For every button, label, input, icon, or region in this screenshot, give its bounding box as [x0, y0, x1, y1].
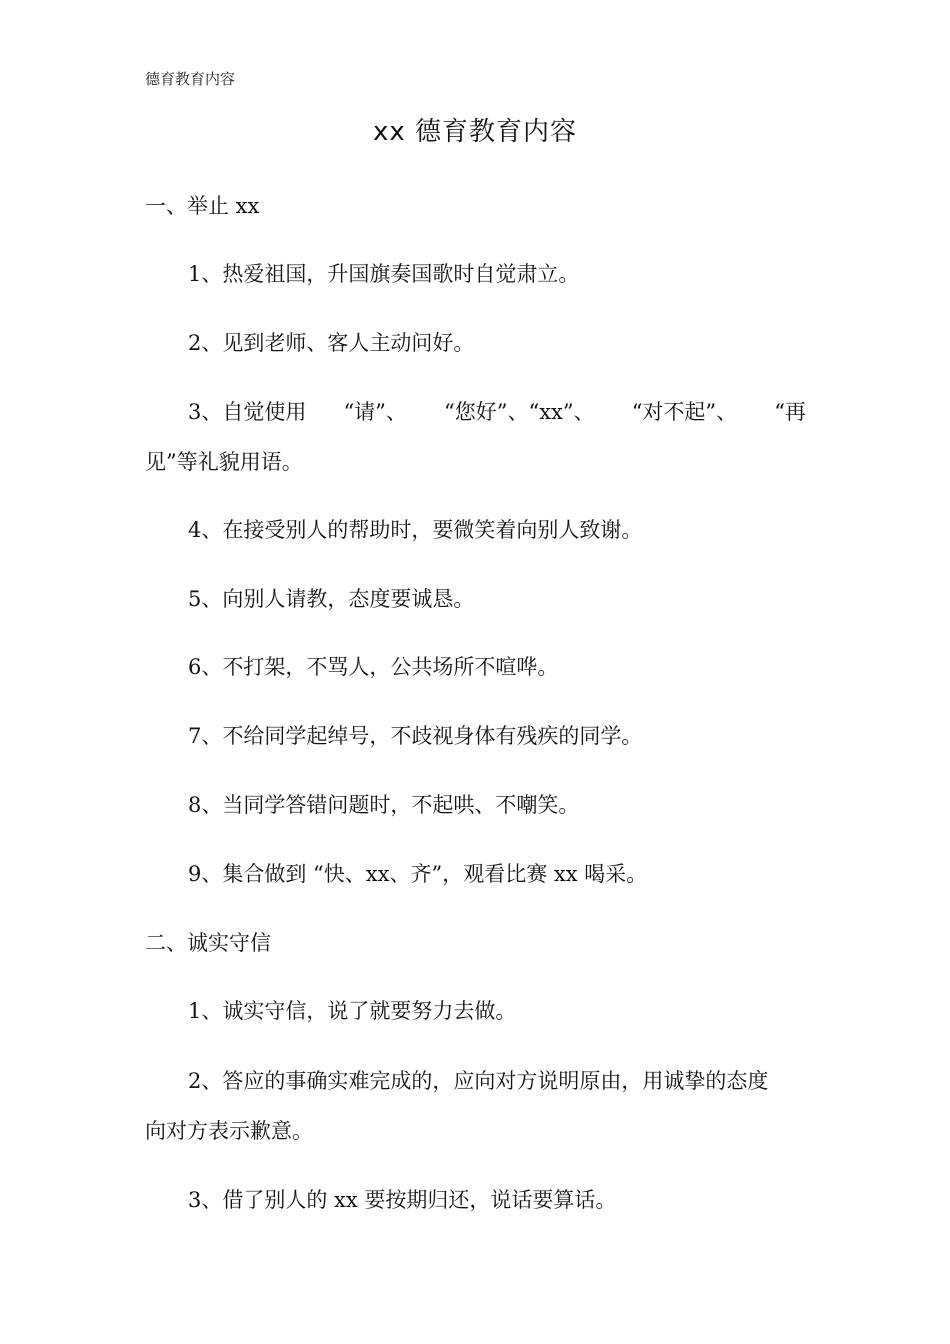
list-item: 5、向别人请教，态度要诚恳。	[188, 587, 475, 611]
list-item	[188, 396, 806, 428]
list-item: 2、见到老师、客人主动问好。	[188, 331, 475, 355]
page-header: 德育教育内容	[145, 70, 236, 88]
list-item: 4、在接受别人的帮助时，要微笑着向别人致谢。	[188, 518, 643, 542]
list-item: 1、热爱祖国，升国旗奏国歌时自觉肃立。	[188, 262, 580, 286]
list-item-part: “再	[774, 400, 806, 424]
list-item-part: “请”、	[343, 400, 407, 424]
list-item-part: “您好”、“xx”、	[443, 400, 595, 424]
list-item: 1、诚实守信，说了就要努力去做。	[188, 999, 517, 1023]
document-title: xx 德育教育内容	[372, 117, 578, 147]
list-item: 7、不给同学起绰号，不歧视身体有残疾的同学。	[188, 724, 643, 748]
list-item-part: “对不起”、	[631, 400, 738, 424]
section-heading-1: 一、举止 xx	[145, 194, 260, 218]
list-item: 3、借了别人的 xx 要按期归还，说话要算话。	[188, 1188, 617, 1212]
list-item-continuation: 向对方表示歉意。	[145, 1119, 313, 1143]
section-heading-2: 二、诚实守信	[145, 931, 271, 955]
list-item: 8、当同学答错问题时，不起哄、不嘲笑。	[188, 793, 580, 817]
list-item: 9、集合做到 “快、xx、齐”，观看比赛 xx 喝采。	[188, 862, 648, 886]
list-item: 6、不打架，不骂人，公共场所不喧哗。	[188, 655, 559, 679]
list-item-continuation: 见”等礼貌用语。	[145, 450, 303, 474]
list-item: 2、答应的事确实难完成的，应向对方说明原由，用诚挚的态度	[188, 1069, 769, 1093]
list-item-part: 3、自觉使用	[188, 400, 307, 424]
